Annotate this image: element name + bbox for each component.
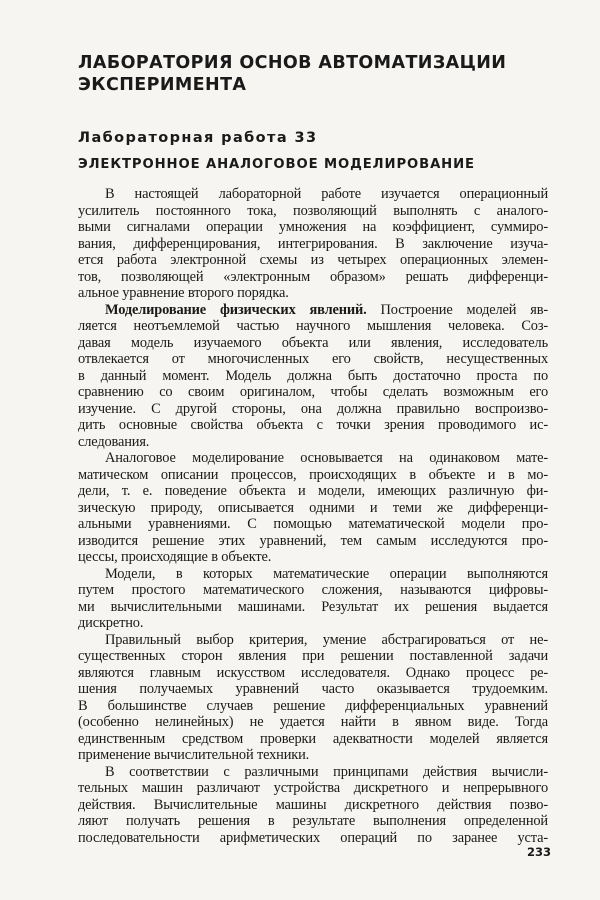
page-number: 233 [527, 845, 552, 859]
text-line: В настоящей лабораторной работе изучается операционный [105, 186, 548, 202]
text-line: тов, позволяющей «электронным образом» решать дифференци- [78, 268, 548, 285]
text-line: Правильный выбор критерия, умение абстрагироваться от не- [105, 631, 548, 648]
text-line: шения получаемых уравнений часто оказывается трудоемким. [78, 681, 548, 697]
text-line: ется работа электронной схемы из четырех операционных элемен- [78, 252, 548, 268]
text-line: сравнению со своим оригиналом, чтобы сделать возможным его [78, 384, 548, 400]
paragraph [78, 632, 548, 764]
text-line: последовательности арифметических операций по заранее уста- [78, 829, 548, 846]
work-title: ЭЛЕКТРОННОЕ АНАЛОГОВОЕ МОДЕЛИРОВАНИЕ [78, 157, 475, 172]
text-line: матическом описании процессов, происходящих в объекте и в мо- [78, 466, 548, 483]
text-line: изучение. С другой стороны, она должна правильно воспроизво- [78, 400, 548, 417]
section-title-line-1: ЛАБОРАТОРИЯ ОСНОВ АВТОМАТИЗАЦИИ [78, 53, 507, 73]
work-label: Лабораторная работа 33 [78, 130, 318, 146]
paragraph [78, 302, 548, 451]
section-title [78, 52, 548, 96]
text-line: альное уравнение второго порядка. [78, 285, 289, 301]
text-line: дить основные свойства объекта с точки зрения проводимого ис- [78, 417, 548, 433]
text-line: давая модель изучаемого объекта или явления, исследователь [78, 334, 548, 351]
text-line: существенных сторон явления при решении поставленной задачи [78, 648, 548, 664]
paragraph-lead-rest: Построение моделей яв- [366, 301, 548, 318]
text-line: ляется неотъемлемой частью научного мышления человека. Соз- [78, 318, 548, 334]
text-line: дели, т. е. поведение объекта и модели, имеющих различную фи- [78, 483, 548, 499]
text-line: усилитель постоянного тока, позволяющий выполнять с аналого- [78, 202, 548, 219]
text-line: зическую природу, описывается одними и теми же дифференци- [78, 499, 548, 516]
text-line: ляют получать решения в результате выполнения определенной [78, 813, 548, 829]
text-line: единственным средством проверки адекватности моделей является [78, 730, 548, 747]
paragraph [78, 450, 548, 566]
text-line: применение вычислительной техники. [78, 747, 310, 763]
paragraph [78, 764, 548, 847]
text-line: В большинстве случаев решение дифференциальных уравнений [78, 697, 548, 714]
text-line: альными уравнениями. С помощью математической модели про- [78, 516, 548, 532]
text-line: ми вычислительными машинами. Результат их решения выдается [78, 598, 548, 615]
text-line: являются главным искусством исследователя. Однако процесс ре- [78, 664, 548, 681]
text-line: изводится решение этих уравнений, тем самым исследуются про- [78, 532, 548, 549]
body-text [78, 186, 548, 846]
text-line [78, 302, 548, 319]
paragraph [78, 186, 548, 302]
text-line: дискретно. [78, 615, 144, 631]
text-line: в данный момент. Модель должна быть достаточно проста по [78, 367, 548, 384]
text-line: отвлекается от многочисленных его свойств, несущественных [78, 351, 548, 367]
text-line: следования. [78, 433, 150, 450]
text-line: Аналоговое моделирование основывается на одинаковом мате- [105, 450, 548, 466]
text-line: тельных машин различают устройства дискретного и непрерывного [78, 780, 548, 796]
paragraph [78, 566, 548, 632]
text-line: Модели, в которых математические операции выполняются [105, 565, 548, 582]
text-line: путем простого математического сложения, называются цифровы- [78, 582, 548, 598]
section-title-line-2: ЭКСПЕРИМЕНТА [78, 75, 247, 95]
text-line: действия. Вычислительные машины дискретного действия позво- [78, 796, 548, 813]
text-line: вания, дифференцирования, интегрирования. В заключение изуча- [78, 235, 548, 252]
paragraph-lead: Моделирование физических явлений. [105, 301, 367, 318]
text-line: выми сигналами операции умножения на коэффициент, суммиро- [78, 219, 548, 235]
text-line: (особенно нелинейных) не удается найти в явном виде. Тогда [78, 714, 548, 730]
text-line: цессы, происходящие в объекте. [78, 549, 272, 565]
text-line: В соответствии с различными принципами действия вычисли- [105, 763, 548, 780]
